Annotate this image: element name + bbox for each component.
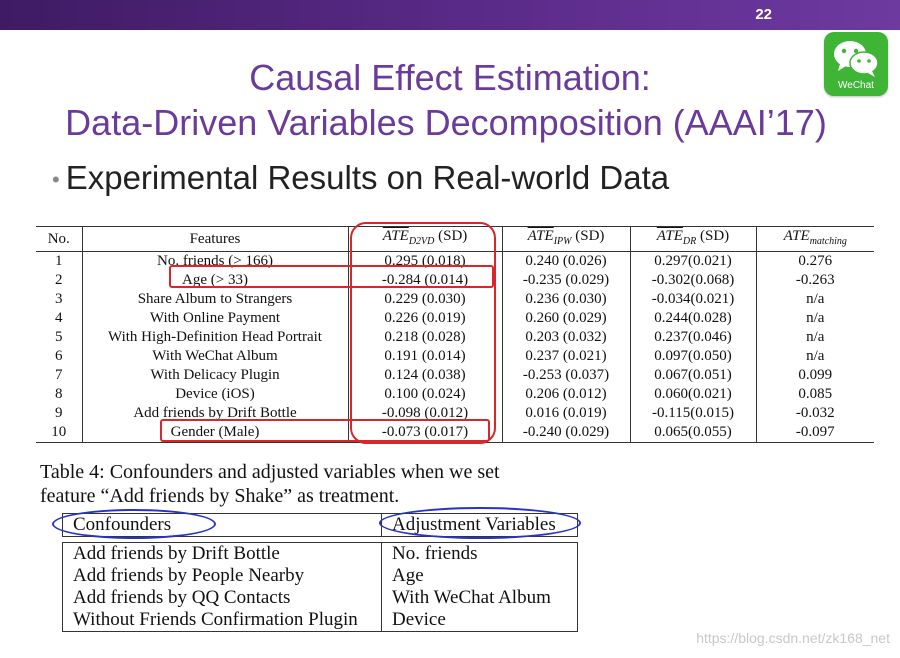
- row-ate-ipw: 0.240 (0.026): [502, 252, 630, 272]
- row-feature: Add friends by Drift Bottle: [82, 404, 348, 423]
- row-number: 3: [55, 291, 63, 307]
- adjustment-variable-cell: Device: [382, 609, 578, 632]
- row-number: 5: [55, 329, 63, 345]
- row-number: 10: [36, 423, 82, 443]
- header-no: No.: [36, 227, 82, 252]
- row-feature: No. friends (> 166): [82, 252, 348, 272]
- slide-title-line-1: Causal Effect Estimation:: [249, 57, 651, 98]
- row-ate-d2vd: 0.124 (0.038): [348, 366, 502, 385]
- row-ate-ipw: -0.240 (0.029): [502, 423, 630, 443]
- header-confounders: Confounders: [63, 514, 382, 537]
- row-number: 2: [55, 272, 63, 288]
- row-feature: With WeChat Album: [82, 347, 348, 366]
- row-ate-d2vd: 0.226 (0.019): [348, 309, 502, 328]
- row-ate-d2vd: -0.284 (0.014): [348, 271, 502, 290]
- row-ate-dr: 0.244(0.028): [630, 309, 756, 328]
- row-feature: Gender (Male): [82, 423, 348, 443]
- row-ate-matching: -0.263: [756, 271, 874, 290]
- row-ate-d2vd: 0.218 (0.028): [348, 328, 502, 347]
- row-number: 6: [55, 348, 63, 364]
- row-ate-dr: 0.060(0.021): [630, 385, 756, 404]
- row-ate-matching: n/a: [756, 290, 874, 309]
- caption-line-1: Table 4: Confounders and adjusted variables when we set: [40, 461, 500, 483]
- caption-line-2: feature “Add friends by Shake” as treatment.: [40, 485, 400, 507]
- row-feature: Share Album to Strangers: [82, 290, 348, 309]
- row-ate-d2vd: 0.100 (0.024): [348, 385, 502, 404]
- row-number: 1: [55, 253, 63, 269]
- header-ate-ipw: $\overline{ATE}_{IPW}$ (SD): [502, 227, 630, 252]
- bullet-text: Experimental Results on Real-world Data: [65, 159, 670, 196]
- row-ate-dr: -0.115(0.015): [630, 404, 756, 423]
- row-feature: Age (> 33): [82, 271, 348, 290]
- row-ate-dr: 0.237(0.046): [630, 328, 756, 347]
- row-ate-matching: 0.276: [756, 252, 874, 272]
- row-ate-ipw: -0.235 (0.029): [502, 271, 630, 290]
- row-number: 9: [55, 405, 63, 421]
- row-ate-matching: n/a: [756, 309, 874, 328]
- confounder-row: [63, 565, 578, 587]
- row-ate-ipw: 0.236 (0.030): [502, 290, 630, 309]
- row-feature: With High-Definition Head Portrait: [82, 328, 348, 347]
- confounder-cell: Add friends by QQ Contacts: [63, 587, 382, 609]
- row-ate-dr: 0.097(0.050): [630, 347, 756, 366]
- adjustment-circle: [379, 507, 581, 539]
- adjustment-variable-cell: With WeChat Album: [382, 587, 578, 609]
- confounder-row: [63, 543, 578, 566]
- confounder-cell: Without Friends Confirmation Plugin: [63, 609, 382, 632]
- row-feature: With Online Payment: [82, 309, 348, 328]
- row-ate-d2vd: 0.229 (0.030): [348, 290, 502, 309]
- row-ate-d2vd: 0.191 (0.014): [348, 347, 502, 366]
- header-adjustment-variables: Adjustment Variables: [382, 514, 578, 537]
- row-ate-dr: 0.297(0.021): [630, 252, 756, 272]
- row-ate-ipw: 0.016 (0.019): [502, 404, 630, 423]
- row-ate-dr: -0.034(0.021): [630, 290, 756, 309]
- row-ate-dr: 0.065(0.055): [630, 423, 756, 443]
- header-ate-matching: $ATE_{matching}$: [756, 227, 874, 252]
- row-ate-ipw: 0.260 (0.029): [502, 309, 630, 328]
- bullet-point: [52, 158, 669, 200]
- page-number: 22: [755, 6, 772, 23]
- row-number: 4: [55, 310, 63, 326]
- adjustment-variable-cell: No. friends: [382, 543, 578, 566]
- confounder-row: [63, 587, 578, 609]
- d2vd-column-highlight: [350, 222, 496, 444]
- row-number: 7: [55, 367, 63, 383]
- row-ate-dr: 0.067(0.051): [630, 366, 756, 385]
- row-ate-d2vd: -0.098 (0.012): [348, 404, 502, 423]
- age-row-highlight: [169, 265, 494, 288]
- row-ate-matching: -0.032: [756, 404, 874, 423]
- wechat-logo-text: WeChat: [838, 80, 874, 91]
- row-feature: Device (iOS): [82, 385, 348, 404]
- row-ate-ipw: -0.253 (0.037): [502, 366, 630, 385]
- confounder-cell: Add friends by Drift Bottle: [63, 543, 382, 566]
- gender-row-highlight: [160, 419, 490, 442]
- header-ate-d2vd: $\overline{ATE}_{D2VD}$ (SD): [348, 227, 502, 252]
- confounder-row: [63, 609, 578, 632]
- row-ate-matching: -0.097: [756, 423, 874, 443]
- row-ate-ipw: 0.206 (0.012): [502, 385, 630, 404]
- bullet-dot-icon: •: [52, 167, 60, 193]
- header-features: Features: [82, 227, 348, 252]
- row-ate-dr: -0.302(0.068): [630, 271, 756, 290]
- row-ate-ipw: 0.203 (0.032): [502, 328, 630, 347]
- row-feature: With Delicacy Plugin: [82, 366, 348, 385]
- row-ate-ipw: 0.237 (0.021): [502, 347, 630, 366]
- row-ate-matching: 0.099: [756, 366, 874, 385]
- table-caption: [40, 460, 500, 508]
- adjustment-variable-cell: Age: [382, 565, 578, 587]
- row-ate-matching: n/a: [756, 347, 874, 366]
- row-ate-matching: n/a: [756, 328, 874, 347]
- row-ate-matching: 0.085: [756, 385, 874, 404]
- confounder-cell: Add friends by People Nearby: [63, 565, 382, 587]
- watermark: https://blog.csdn.net/zk168_net: [696, 630, 890, 646]
- confounders-circle: [52, 509, 216, 539]
- header-ate-dr: $\overline{ATE}_{DR}$ (SD): [630, 227, 756, 252]
- slide-title-line-2: Data-Driven Variables Decomposition (AAAI’17): [65, 102, 827, 143]
- row-number: 8: [55, 386, 63, 402]
- row-ate-d2vd: -0.073 (0.017): [348, 423, 502, 443]
- row-ate-d2vd: 0.295 (0.018): [348, 252, 502, 272]
